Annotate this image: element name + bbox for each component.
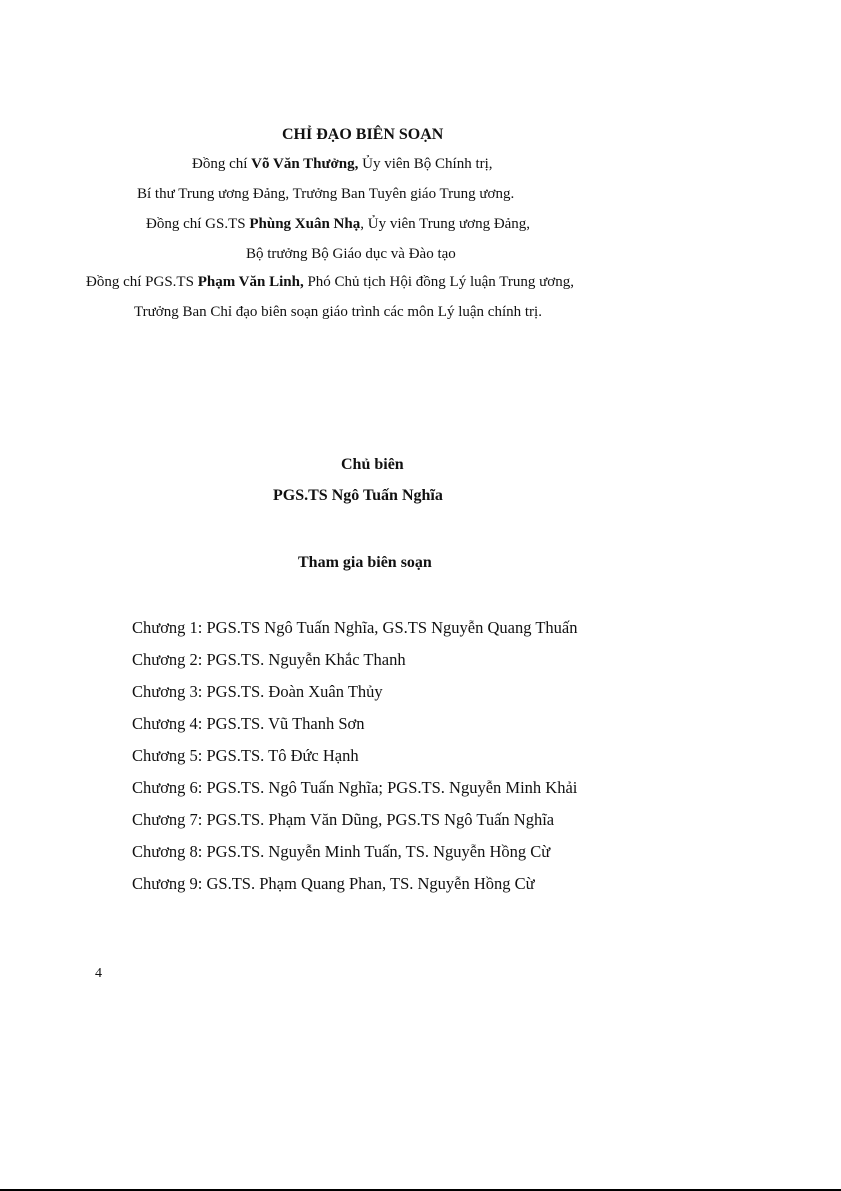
chapter-2-credit: Chương 2: PGS.TS. Nguyễn Khắc Thanh xyxy=(132,650,406,669)
directing-line-3: Đồng chí GS.TS Phùng Xuân Nhạ, Ủy viên Trung ương Đảng, xyxy=(146,216,531,232)
editor-name: PGS.TS Ngô Tuấn Nghĩa xyxy=(273,487,443,504)
chapter-1-credit: Chương 1: PGS.TS Ngô Tuấn Nghĩa, GS.TS Nguyễn Quang Thuấn xyxy=(132,618,578,637)
chapter-6-credit: Chương 6: PGS.TS. Ngô Tuấn Nghĩa; PGS.TS. Nguyễn Minh Khải xyxy=(132,778,578,797)
directing-line-1: Đồng chí Võ Văn Thưởng, Ủy viên Bộ Chính trị, xyxy=(192,156,493,172)
chapter-7-credit: Chương 7: PGS.TS. Phạm Văn Dũng, PGS.TS Ngô Tuấn Nghĩa xyxy=(132,810,555,829)
page-number: 4 xyxy=(95,966,102,981)
directing-heading: CHỈ ĐẠO BIÊN SOẠN xyxy=(282,126,444,143)
chapter-9-credit: Chương 9: GS.TS. Phạm Quang Phan, TS. Nguyễn Hồng Cừ xyxy=(132,874,535,893)
chapter-3-credit: Chương 3: PGS.TS. Đoàn Xuân Thủy xyxy=(132,682,383,701)
chapter-8-credit: Chương 8: PGS.TS. Nguyễn Minh Tuấn, TS. Nguyễn Hồng Cừ xyxy=(132,842,551,861)
contributors-heading: Tham gia biên soạn xyxy=(298,554,432,571)
directing-line-6: Trưởng Ban Chỉ đạo biên soạn giáo trình các môn Lý luận chính trị. xyxy=(134,304,542,320)
chapter-4-credit: Chương 4: PGS.TS. Vũ Thanh Sơn xyxy=(132,714,365,733)
directing-line-5: Đồng chí PGS.TS Phạm Văn Linh, Phó Chủ tịch Hội đồng Lý luận Trung ương, xyxy=(86,274,574,290)
directing-line-4: Bộ trưởng Bộ Giáo dục và Đào tạo xyxy=(246,246,456,262)
editor-heading: Chủ biên xyxy=(341,456,404,473)
directing-line-2: Bí thư Trung ương Đảng, Trưởng Ban Tuyên giáo Trung ương. xyxy=(137,186,515,202)
chapter-5-credit: Chương 5: PGS.TS. Tô Đức Hạnh xyxy=(132,746,359,765)
